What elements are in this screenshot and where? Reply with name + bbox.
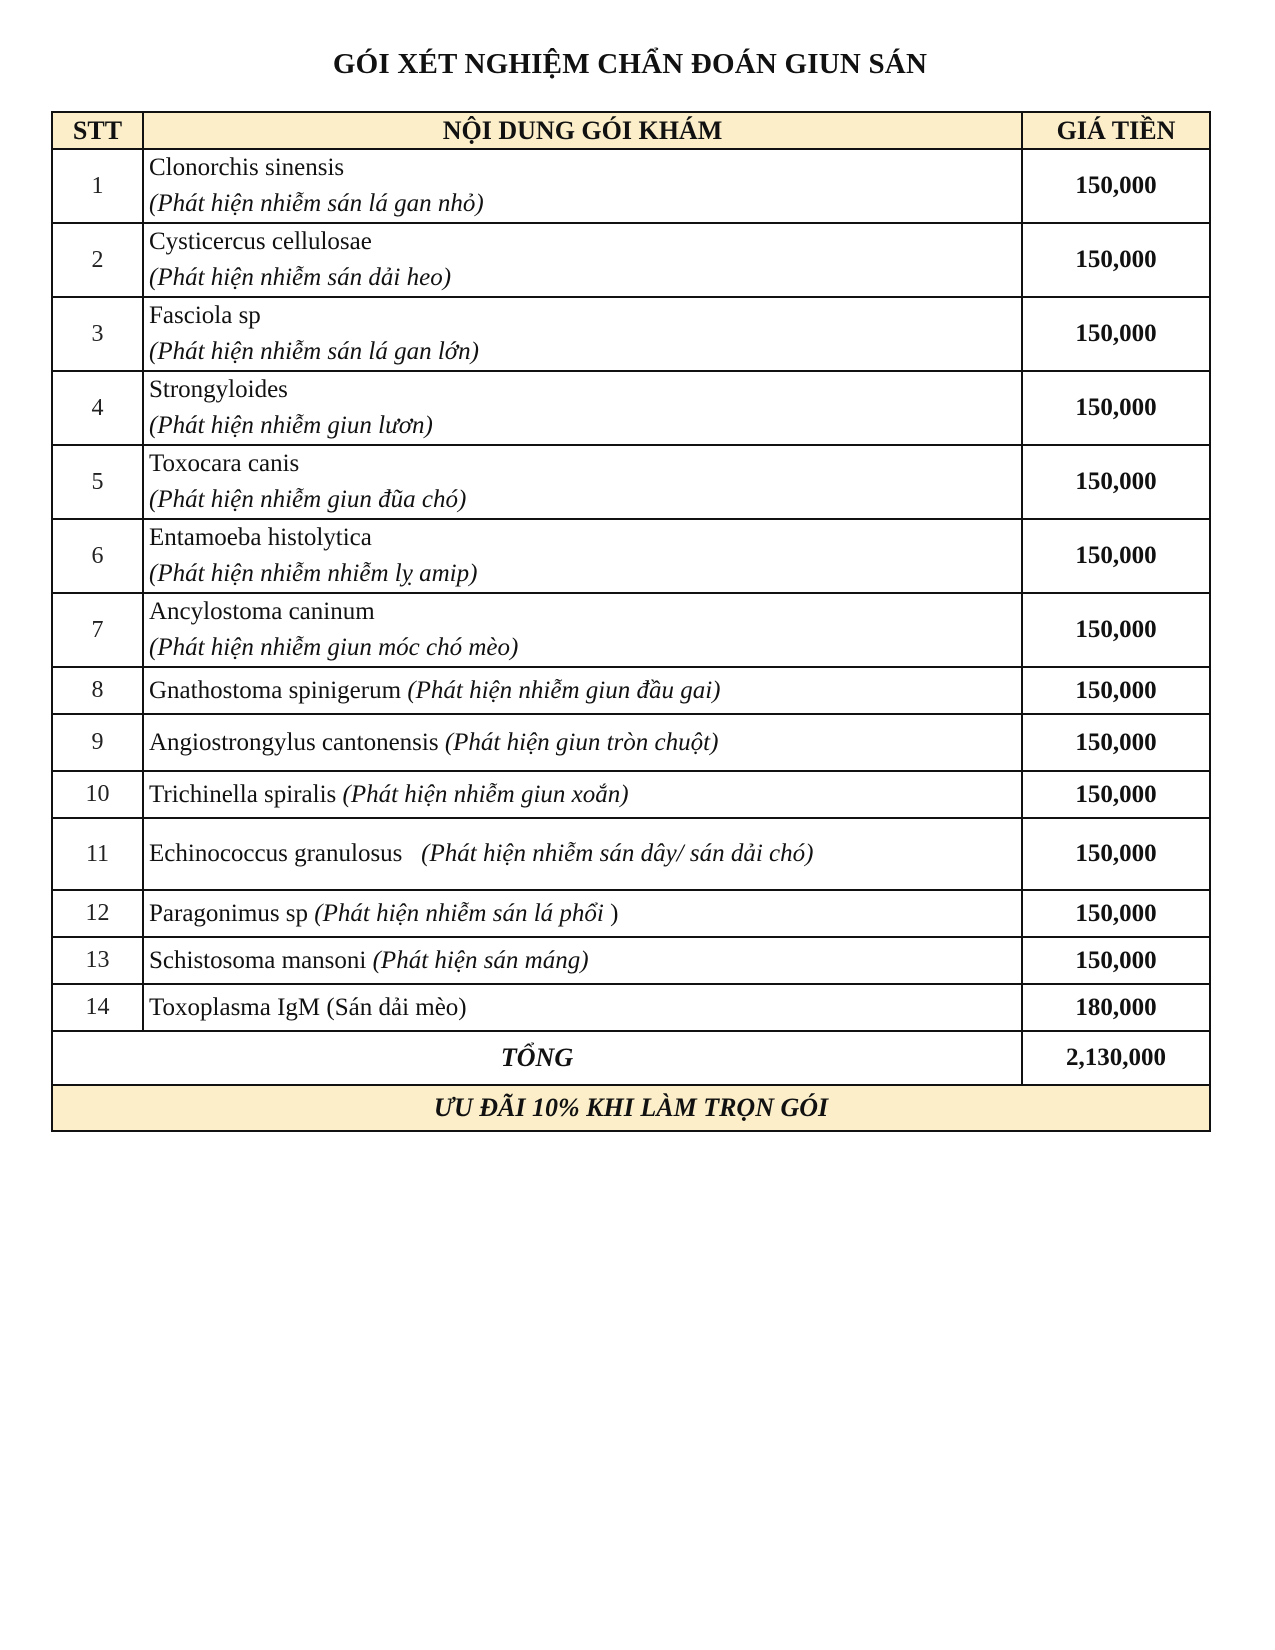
test-note: (Phát hiện nhiễm nhiễm lỵ amip) [149,560,478,587]
row-number: 4 [52,371,143,445]
table-header-row [52,112,1210,149]
test-name: Fasciola sp [149,302,261,329]
row-content [143,890,1022,937]
row-number: 9 [52,714,143,771]
row-price: 150,000 [1022,771,1210,818]
test-note: (Phát hiện nhiễm giun đũa chó) [149,486,467,513]
row-content [143,223,1022,297]
total-row [52,1031,1210,1085]
test-name: Toxoplasma IgM (Sán dải mèo) [149,993,467,1021]
row-price: 150,000 [1022,149,1210,223]
page-title: GÓI XÉT NGHIỆM CHẨN ĐOÁN GIUN SÁN [332,48,928,80]
table-row [52,984,1210,1031]
table-row [52,818,1210,890]
table-row [52,771,1210,818]
test-name: Paragonimus sp [149,899,315,927]
test-name: Cysticercus cellulosae [149,228,372,255]
test-name: Echinococcus granulosus [149,840,422,867]
row-price: 150,000 [1022,223,1210,297]
test-note: (Phát hiện nhiễm sán dây/ sán dải chó) [421,840,814,867]
row-content [143,984,1022,1031]
test-name: Entamoeba histolytica [149,524,372,551]
row-content [143,937,1022,984]
table-row [52,371,1210,445]
row-price: 150,000 [1022,445,1210,519]
table-row [52,519,1210,593]
table-row [52,445,1210,519]
total-value: 2,130,000 [1022,1031,1210,1085]
total-label: TỔNG [52,1031,1022,1085]
row-price: 180,000 [1022,984,1210,1031]
table-row [52,937,1210,984]
row-content [143,297,1022,371]
row-content [143,371,1022,445]
row-price: 150,000 [1022,297,1210,371]
row-number: 5 [52,445,143,519]
test-note: (Phát hiện nhiễm sán dải heo) [149,264,452,291]
table-row [52,593,1210,667]
row-price: 150,000 [1022,371,1210,445]
test-name: Strongyloides [149,376,288,403]
row-number: 10 [52,771,143,818]
table-row [52,149,1210,223]
test-note: (Phát hiện nhiễm sán lá gan lớn) [149,338,479,365]
row-number: 2 [52,223,143,297]
table-row [52,297,1210,371]
row-number: 11 [52,818,143,890]
row-number: 13 [52,937,143,984]
row-price: 150,000 [1022,818,1210,890]
row-price: 150,000 [1022,593,1210,667]
row-number: 8 [52,667,143,714]
offer-text: ƯU ĐÃI 10% KHI LÀM TRỌN GÓI [52,1085,1210,1131]
test-name: Angiostrongylus cantonensis [149,728,445,756]
row-number: 3 [52,297,143,371]
row-price: 150,000 [1022,519,1210,593]
test-name: Schistosoma mansoni [149,946,373,974]
header-price: GIÁ TIỀN [1022,112,1210,149]
test-note-tail: ) [610,899,619,927]
row-content [143,593,1022,667]
test-name: Trichinella spiralis [149,780,343,808]
price-table [51,111,1211,1132]
header-stt: STT [52,112,143,149]
offer-row [52,1085,1210,1131]
row-number: 6 [52,519,143,593]
table-row [52,667,1210,714]
test-note: (Phát hiện nhiễm sán lá gan nhỏ) [149,190,484,217]
row-number: 14 [52,984,143,1031]
row-content [143,445,1022,519]
row-price: 150,000 [1022,890,1210,937]
test-note: (Phát hiện nhiễm sán lá phổi [314,899,611,927]
row-price: 150,000 [1022,937,1210,984]
header-content: NỘI DUNG GÓI KHÁM [143,112,1022,149]
test-name: Ancylostoma caninum [149,598,375,625]
row-content [143,519,1022,593]
test-note: (Phát hiện giun tròn chuột) [444,728,719,756]
table-row [52,714,1210,771]
row-number: 12 [52,890,143,937]
test-note: (Phát hiện nhiễm giun lươn) [149,412,433,439]
test-note: (Phát hiện nhiễm giun xoắn) [342,780,629,808]
row-number: 7 [52,593,143,667]
row-number: 1 [52,149,143,223]
table-row [52,223,1210,297]
row-content [143,667,1022,714]
row-content [143,818,1022,890]
test-name: Clonorchis sinensis [149,154,345,181]
test-note: (Phát hiện nhiễm giun đầu gai) [407,676,721,704]
row-content [143,714,1022,771]
test-note: (Phát hiện sán máng) [372,946,589,974]
row-content [143,149,1022,223]
test-name: Toxocara canis [149,450,300,477]
row-price: 150,000 [1022,714,1210,771]
test-name: Gnathostoma spinigerum [149,676,408,704]
table-row [52,890,1210,937]
row-content [143,771,1022,818]
row-price: 150,000 [1022,667,1210,714]
test-note: (Phát hiện nhiễm giun móc chó mèo) [149,634,519,661]
